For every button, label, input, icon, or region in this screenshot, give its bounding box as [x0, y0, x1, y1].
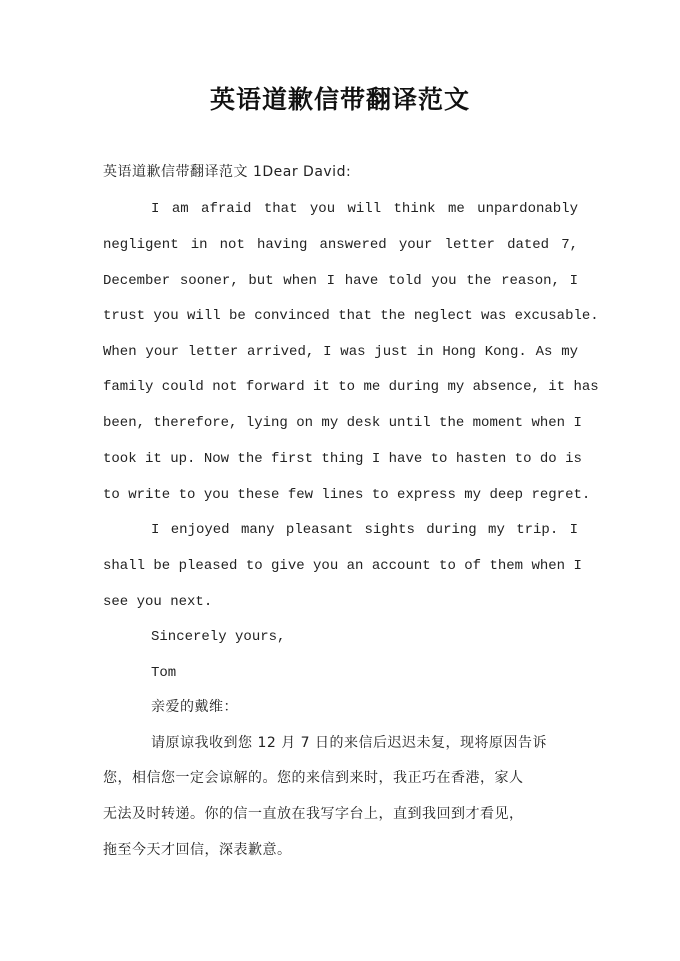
- cn-paragraph-line: 您，相信您一定会谅解的。您的来信到来时，我正巧在香港，家人: [103, 770, 524, 786]
- document-title: 英语道歉信带翻译范文: [209, 85, 470, 114]
- intro-line: 英语道歉信带翻译范文 1Dear David:: [103, 164, 352, 180]
- paragraph2-line: I enjoyed many pleasant sights during my trip. I: [151, 522, 578, 538]
- paragraph1-line: I am afraid that you will think me unpardonably: [151, 201, 578, 217]
- cn-paragraph-line: 请原谅我收到您 12 月 7 日的来信后迟迟未复，现将原因告诉: [151, 735, 548, 751]
- paragraph1-line: family could not forward it to me during my absence, it has: [103, 379, 599, 395]
- paragraph1-line: been, therefore, lying on my desk until the moment when I: [103, 415, 582, 431]
- cn-greeting: 亲爱的戴维：: [151, 699, 238, 715]
- paragraph1-line: When your letter arrived, I was just in Hong Kong. As my: [103, 344, 578, 360]
- signature: Tom: [151, 665, 177, 681]
- cn-paragraph-line: 无法及时转递。你的信一直放在我写字台上，直到我回到才看见，: [103, 806, 524, 822]
- paragraph1-line: trust you will be convinced that the neglect was excusable.: [103, 308, 599, 324]
- paragraph2-line: see you next.: [103, 594, 213, 610]
- cn-paragraph-line: 拖至今天才回信，深表歉意。: [103, 842, 292, 858]
- paragraph1-line: took it up. Now the first thing I have to hasten to do is: [103, 451, 582, 467]
- paragraph1-line: December sooner, but when I have told you the reason, I: [103, 273, 578, 289]
- closing-line: Sincerely yours,: [151, 629, 286, 645]
- paragraph1-line: negligent in not having answered your letter dated 7,: [103, 237, 578, 253]
- paragraph2-line: shall be pleased to give you an account to of them when I: [103, 558, 582, 574]
- paragraph1-line: to write to you these few lines to express my deep regret.: [103, 487, 591, 503]
